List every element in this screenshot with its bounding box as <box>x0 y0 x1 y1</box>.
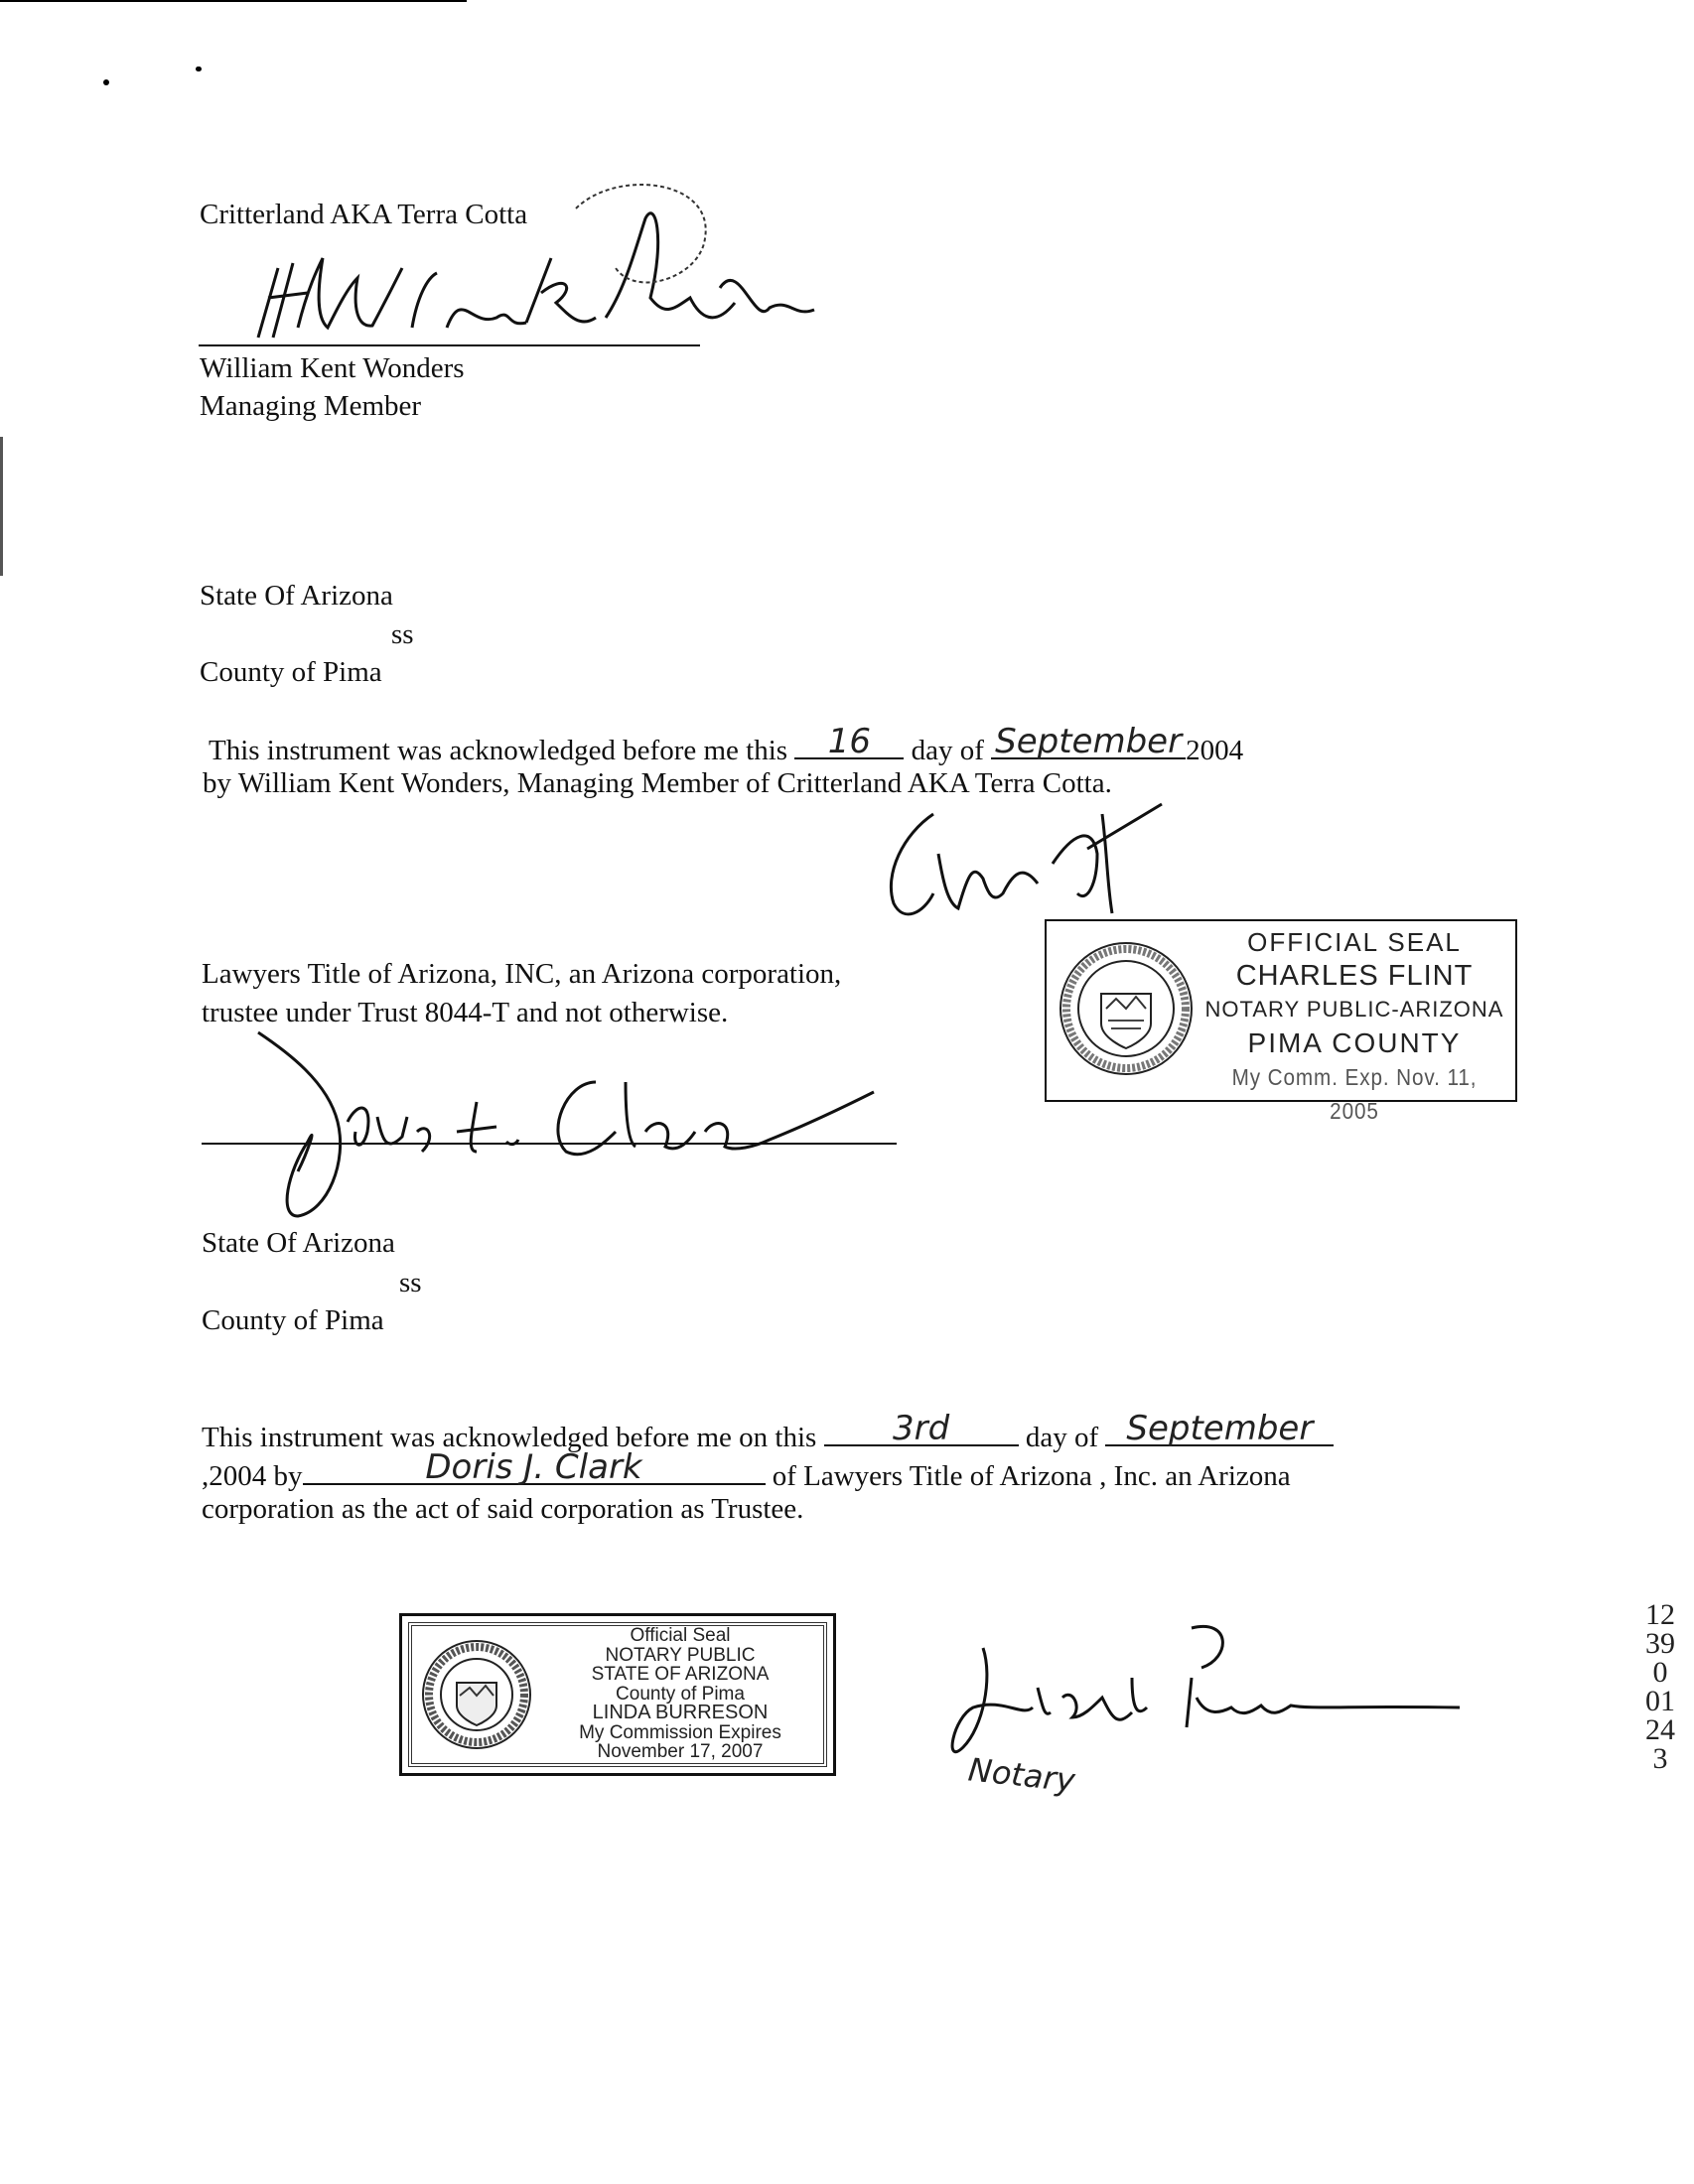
signer-name: William Kent Wonders <box>200 352 465 384</box>
ack2-line2-suffix: of Lawyers Title of Arizona , Inc. an Arizona <box>765 1460 1291 1492</box>
signature-line-1 <box>199 344 700 346</box>
signature-doris-j-clark <box>238 1023 894 1221</box>
signature-william-kent-wonders <box>199 179 814 357</box>
scan-speck <box>196 67 202 71</box>
ack-text-mid: day of <box>904 735 992 766</box>
month-field <box>991 722 1186 761</box>
document-reference-stamp: 12390 01243 <box>1645 1598 1675 1775</box>
scan-edge-line <box>0 437 3 576</box>
venue-county: County of Pima <box>200 656 382 688</box>
trustee-line-2: trustee under Trust 8044-T and not otherwise. <box>202 997 729 1028</box>
official-seal-charles-flint <box>1045 919 1517 1124</box>
day-handwritten-2: 3rd <box>892 1409 950 1448</box>
ack-year: 2004 <box>1186 735 1244 766</box>
scan-edge-line <box>0 0 467 2</box>
seal-2-county: County of Pima <box>616 1683 745 1705</box>
venue-state: State Of Arizona <box>200 580 393 612</box>
venue-ss-2: ss <box>399 1267 422 1298</box>
seal-1-notary-public: NOTARY PUBLIC-ARIZONA <box>1204 997 1504 1022</box>
seal-1-notary-name: CHARLES FLINT <box>1235 960 1474 992</box>
seal-2-state: STATE OF ARIZONA <box>591 1664 770 1685</box>
day-field <box>794 722 904 761</box>
ack2-text-mid: day of <box>1018 1422 1106 1453</box>
company-name: Critterland AKA Terra Cotta <box>200 199 528 230</box>
arizona-state-seal-icon <box>420 1638 533 1751</box>
acknowledgment-2-line-3: corporation as the act of said corporation as Trustee. <box>202 1493 804 1525</box>
acknowledgment-2-line-2 <box>202 1447 1291 1494</box>
official-seal-linda-burreson <box>399 1613 836 1776</box>
month-field-2 <box>1105 1409 1334 1448</box>
month-handwritten-2: September <box>1126 1409 1314 1448</box>
day-field-2 <box>824 1409 1019 1448</box>
ack2-text-start: This instrument was acknowledged before me on this <box>202 1422 824 1453</box>
ack2-date-prefix: ,2004 by <box>202 1460 303 1492</box>
venue-county-2: County of Pima <box>202 1304 384 1336</box>
seal-2-notary-name: LINDA BURRESON <box>592 1702 769 1723</box>
signature-line-2 <box>202 1143 897 1145</box>
signer-title: Managing Member <box>200 390 422 422</box>
seal-1-expiration: My Comm. Exp. Nov. 11, 2005 <box>1231 1064 1478 1124</box>
seal-1-county: PIMA COUNTY <box>1247 1027 1462 1058</box>
day-handwritten: 16 <box>827 722 871 761</box>
scan-speck <box>103 79 109 85</box>
acknowledgment-line-1 <box>209 722 1244 768</box>
arizona-state-seal-icon <box>1057 939 1196 1078</box>
notary-handwritten-note: Notary <box>966 1750 1077 1800</box>
month-handwritten: September <box>995 722 1183 761</box>
trustee-line-1: Lawyers Title of Arizona, INC, an Arizona corporation, <box>202 958 842 990</box>
acknowledgment-line-2: by William Kent Wonders, Managing Member of Critterland AKA Terra Cotta. <box>203 767 1112 799</box>
venue-state-2: State Of Arizona <box>202 1227 395 1259</box>
seal-1-title: OFFICIAL SEAL <box>1247 927 1462 957</box>
signature-charles-flint <box>864 794 1182 933</box>
venue-ss: ss <box>391 618 414 650</box>
ack-text-start: This instrument was acknowledged before me this <box>209 735 795 766</box>
signature-linda-burreson <box>933 1618 1470 1777</box>
name-handwritten: Doris J. Clark <box>425 1447 642 1487</box>
seal-2-title: Official Seal <box>630 1625 731 1646</box>
seal-2-expiration: My Commission Expires November 17, 2007 <box>579 1721 781 1762</box>
name-field <box>303 1447 766 1487</box>
seal-2-notary-public: NOTARY PUBLIC <box>605 1644 756 1666</box>
